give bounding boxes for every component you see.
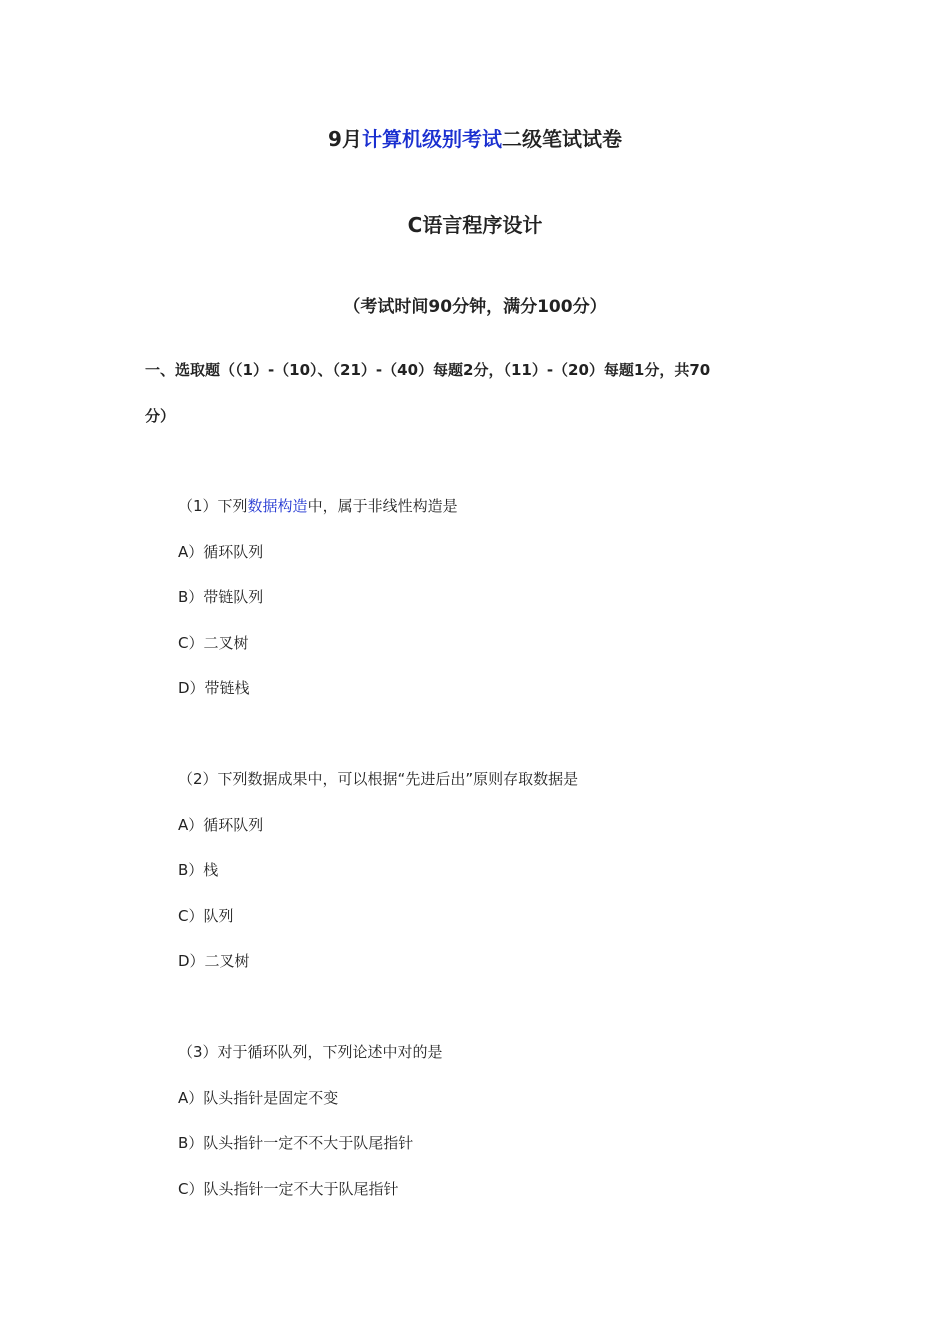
question-3: （3）对于循环队列，下列论述中对的是 bbox=[178, 1043, 443, 1061]
section-heading-line1: 一、选取题（（1）-（10）、（21）-（40）每题2分，（11）-（20）每题1分，共70 bbox=[145, 361, 711, 379]
question-2: （2）下列数据成果中，可以根据“先进后出”原则存取数据是 bbox=[178, 770, 579, 788]
question-1-option-c: C）二叉树 bbox=[178, 634, 249, 652]
section-heading-line2: 分） bbox=[145, 407, 176, 425]
exam-title bbox=[0, 123, 950, 152]
question-2-option-d: D）二叉树 bbox=[178, 952, 250, 970]
question-2-option-a: A）循环队列 bbox=[178, 816, 264, 834]
question-1 bbox=[178, 495, 458, 516]
question-2-option-b: B）栈 bbox=[178, 861, 219, 879]
title-prefix: 9月 bbox=[328, 127, 362, 151]
exam-level-link[interactable]: 计算机级别考试 bbox=[361, 127, 502, 151]
exam-info: （考试时间90分钟，满分100分） bbox=[343, 297, 607, 317]
subject-title: C语言程序设计 bbox=[407, 213, 543, 237]
question-1-prefix: （1）下列 bbox=[178, 497, 248, 515]
question-1-option-b: B）带链队列 bbox=[178, 588, 264, 606]
title-suffix: 二级笔试试卷 bbox=[501, 127, 622, 151]
data-structure-link[interactable]: 数据构造 bbox=[247, 497, 308, 515]
question-3-option-b: B）队头指针一定不不大于队尾指针 bbox=[178, 1134, 414, 1152]
question-1-option-d: D）带链栈 bbox=[178, 679, 250, 697]
question-2-option-c: C）队列 bbox=[178, 907, 234, 925]
question-1-option-a: A）循环队列 bbox=[178, 543, 264, 561]
question-1-suffix: 中，属于非线性构造是 bbox=[307, 497, 458, 515]
question-3-option-c: C）队头指针一定不大于队尾指针 bbox=[178, 1180, 399, 1198]
question-3-option-a: A）队头指针是固定不变 bbox=[178, 1089, 339, 1107]
